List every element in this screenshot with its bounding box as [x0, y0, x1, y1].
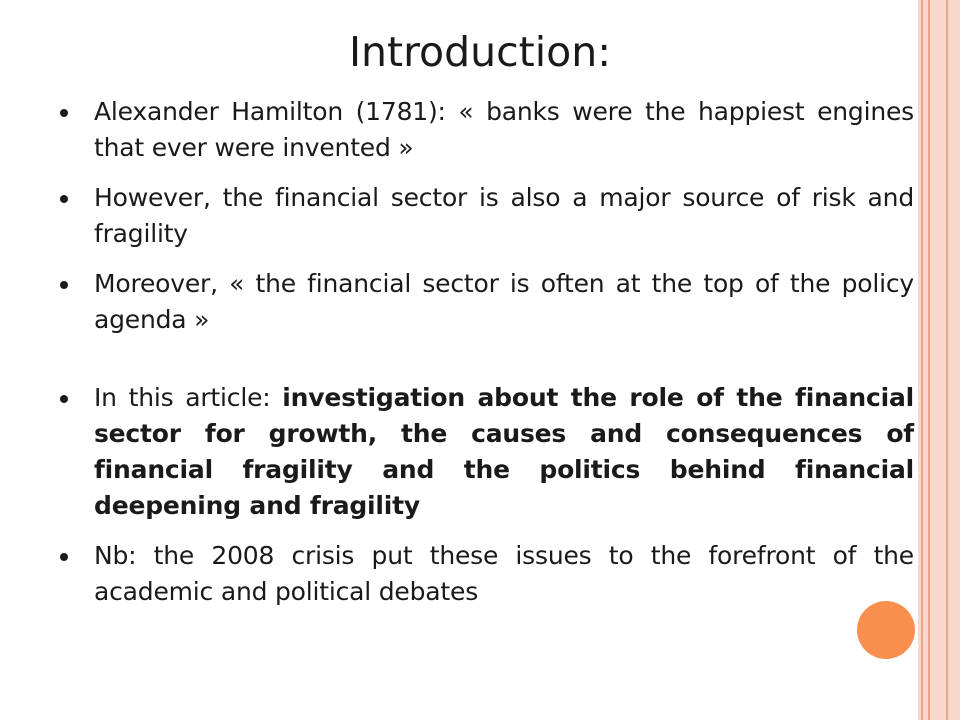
decorative-stripe-line [921, 0, 923, 720]
bullet-text: Alexander Hamilton (1781): « banks were the happiest engines that ever were invented » [94, 97, 914, 162]
bullet-text: Moreover, « the financial sector is often at the top of the policy agenda » [94, 269, 914, 334]
bullet-text: However, the financial sector is also a major source of risk and fragility [94, 183, 914, 248]
bullet-item [60, 266, 914, 338]
bullet-dot-icon [60, 195, 68, 203]
bullet-item [60, 538, 914, 610]
decorative-circle [857, 601, 915, 659]
slide-title: Introduction: [348, 28, 612, 76]
decorative-stripe-band [918, 0, 960, 720]
bullet-dot-icon [60, 281, 68, 289]
bullet-item [60, 380, 914, 524]
bullet-list [60, 94, 914, 624]
bullet-text: Nb: the 2008 crisis put these issues to the forefront of the academic and political debates [94, 541, 914, 606]
bullet-dot-icon [60, 109, 68, 117]
bullet-dot-icon [60, 395, 68, 403]
bullet-item [60, 180, 914, 252]
decorative-stripe-line [928, 0, 930, 720]
bullet-item [60, 94, 914, 166]
bullet-dot-icon [60, 553, 68, 561]
bullet-text-emphasis: investigation about the role of the financial sector for growth, the causes and consequences of financial fragility and the politics behind financial deepening and fragility [94, 383, 915, 520]
bullet-text-prefix: In this article: [94, 383, 283, 412]
decorative-stripe-line [946, 0, 948, 720]
